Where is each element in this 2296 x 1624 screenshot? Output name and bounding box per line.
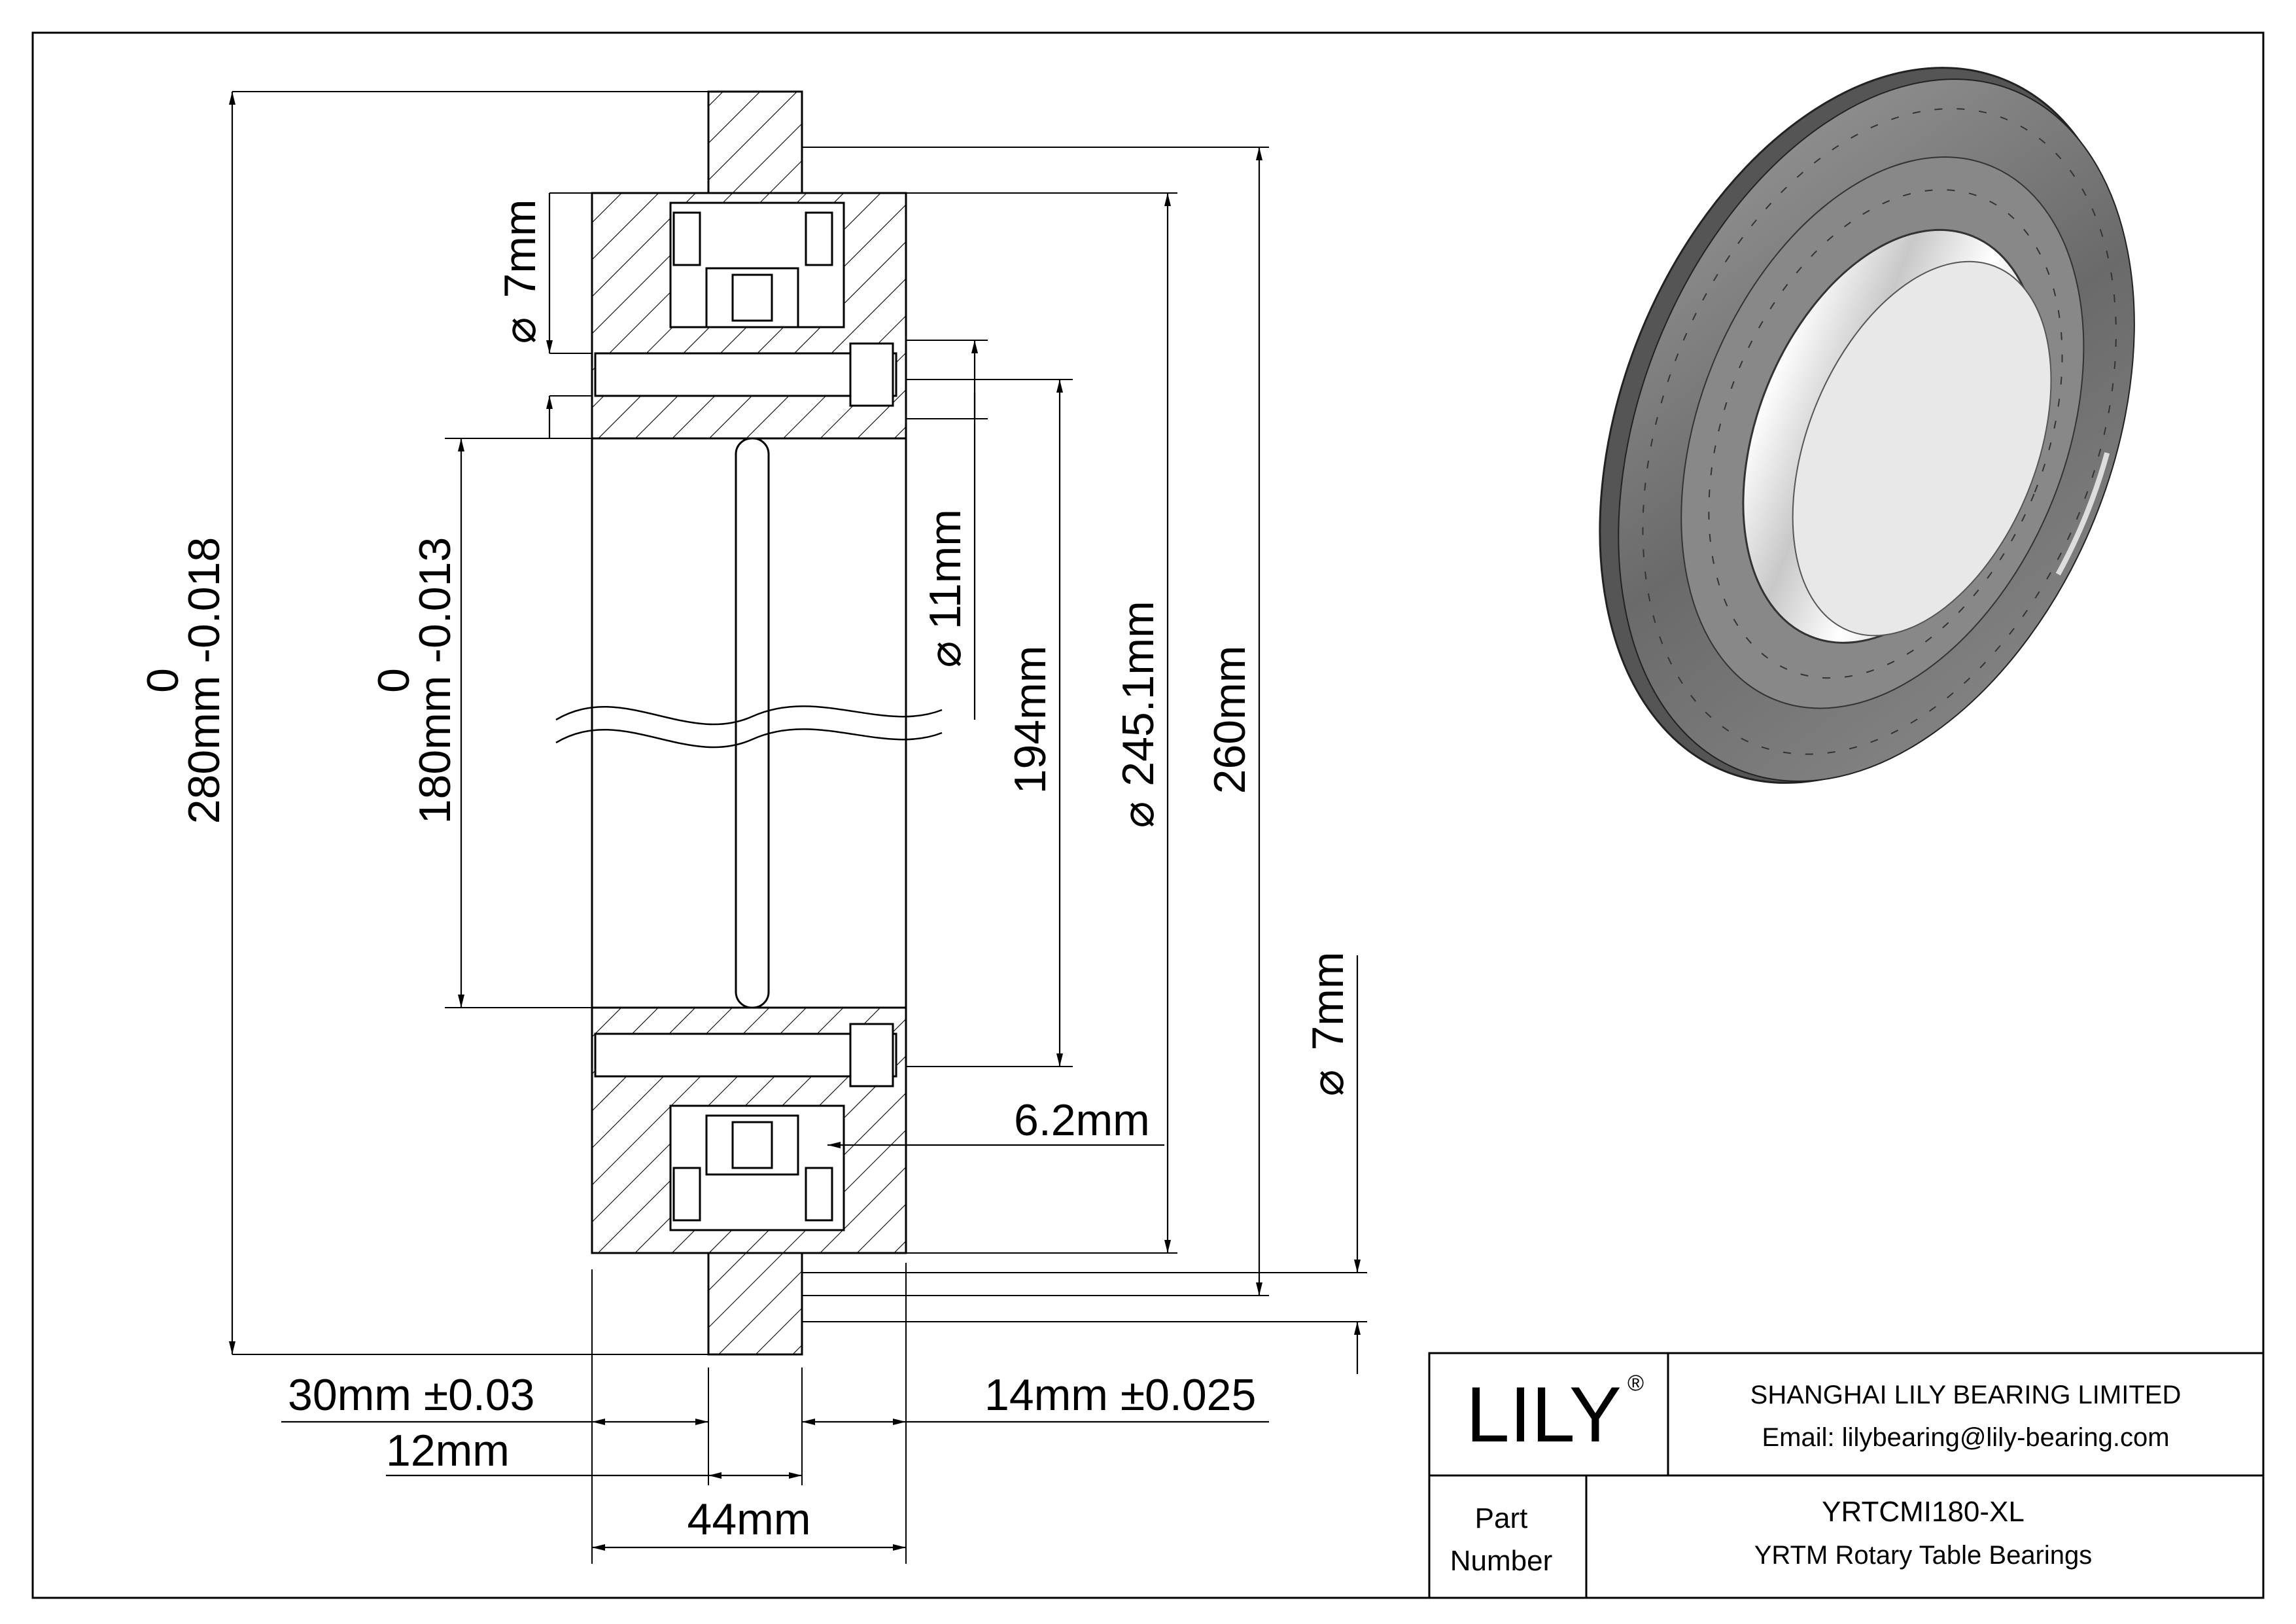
- dim-245: 245.1mm: [1113, 601, 1163, 786]
- bearing-cross-section: [556, 92, 942, 1354]
- dim-7mm-right: 7mm: [1303, 951, 1353, 1051]
- dim-180-lower: 180mm -0.013: [410, 537, 460, 824]
- dim-260: 260mm: [1205, 645, 1255, 794]
- dim-14: 14mm ±0.025: [984, 1370, 1257, 1420]
- part-description: YRTM Rotary Table Bearings: [1754, 1541, 2093, 1570]
- title-block-text: [1450, 1371, 2182, 1577]
- dim-194: 194mm: [1005, 645, 1055, 794]
- company-email: Email: lilybearing@lily-bearing.com: [1762, 1423, 2170, 1452]
- registered-mark: ®: [1627, 1371, 1644, 1396]
- part-number: YRTCMI180-XL: [1822, 1496, 2025, 1528]
- company-name: SHANGHAI LILY BEARING LIMITED: [1750, 1381, 2182, 1409]
- diameter-symbol-icon: ⌀: [1113, 801, 1163, 828]
- number-label: Number: [1450, 1545, 1553, 1577]
- dim-6-2: 6.2mm: [1014, 1095, 1150, 1145]
- bearing-3d-render: [1500, 0, 2234, 864]
- dim-280-upper: 0: [138, 668, 188, 693]
- diameter-symbol-icon: ⌀: [1303, 1069, 1353, 1097]
- diameter-symbol-icon: ⌀: [920, 641, 970, 668]
- diameter-symbol-icon: ⌀: [495, 317, 545, 344]
- dim-12: 12mm: [386, 1426, 510, 1475]
- part-label: Part: [1474, 1502, 1528, 1534]
- dim-11mm: 11mm: [920, 509, 970, 629]
- dim-30: 30mm ±0.03: [288, 1370, 535, 1420]
- dim-280-lower: 280mm -0.018: [179, 537, 229, 824]
- dim-180-upper: 0: [369, 668, 419, 693]
- dim-7mm-top: 7mm: [495, 199, 545, 298]
- dim-44: 44mm: [687, 1494, 811, 1544]
- logo: LILY: [1466, 1371, 1622, 1458]
